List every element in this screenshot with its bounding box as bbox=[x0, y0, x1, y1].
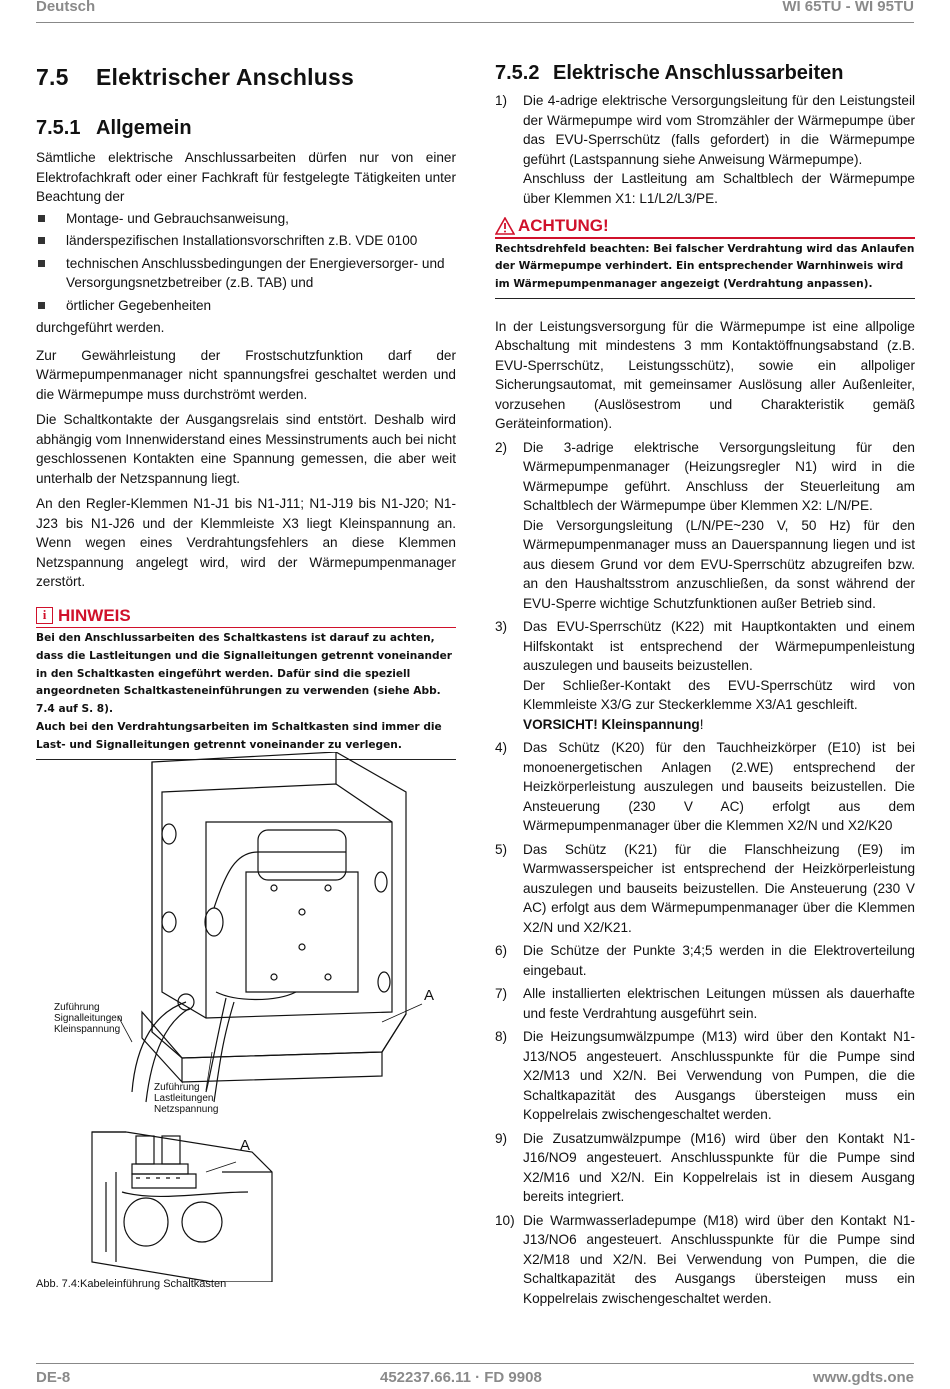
list-item-8: 8) Die Heizungsumwälzpumpe (M13) wird über den Kontakt N1-J13/NO5 angesteuert. Anschlusspunkte für die Pumpe sind X2/M13 und X2/N. Bei Verwendung von Pumpen, die die Schaltkapazität des Ausgangs übersteigen muss ein Koppelrelais zwischengeschaltet werden. bbox=[495, 1029, 915, 1123]
list-item: länderspezifischen Installationsvorschriften z.B. VDE 0100 bbox=[36, 231, 456, 251]
label-load-lines: Zuführung Lastleitungen Netzspannung bbox=[154, 1082, 219, 1115]
header-model: WI 65TU - WI 95TU bbox=[782, 0, 914, 15]
steps-list-part1 bbox=[495, 91, 915, 208]
right-column bbox=[495, 52, 915, 1312]
relay-paragraph: Die Schaltkontakte der Ausgangsrelais sind entstört. Deshalb wird abhängig vom Innenwiderstand eines Messinstruments auch bei nicht geschlossenen Kontakten eine Spannung gemessen, die aber weit unterhalb der Netzspannung liegt. bbox=[36, 412, 456, 486]
subsection-heading-allgemein bbox=[36, 117, 456, 140]
intro-paragraph: Sämtliche elektrische Anschlussarbeiten dürfen nur von einer Elektrofachkraft oder einer Fachkraft für festgelegte Tätigkeiten unter Beachtung der bbox=[36, 150, 456, 204]
document-number: 452237.66.11 · FD 9908 bbox=[380, 1369, 542, 1386]
hinweis-heading bbox=[36, 606, 456, 626]
hinweis-title: HINWEIS bbox=[58, 605, 131, 625]
list-item-10: 10) Die Warmwasserladepumpe (M18) wird über den Kontakt N1-J13/NO6 angesteuert. Anschlusspunkte für die Pumpe sind X2/M18 und X2/N. Bei Verwendung von Pumpen, die die Schaltkapazität des Ausgangs übersteigen muss ein Koppelrelais zwischengeschaltet werden. bbox=[495, 1212, 915, 1306]
list-item: örtlicher Gegebenheiten bbox=[36, 296, 456, 316]
list-item-9: 9) Die Zusatzumwälzpumpe (M16) wird über den Kontakt N1-J16/NO9 angesteuert. Anschlusspunkte für die Pumpe sind X2/M16 und X2/N. Ein Koppelrelais ist in diesem Ausgang bereits integriert. bbox=[495, 1130, 915, 1205]
list-item-4: 4) Das Schütz (K20) für den Tauchheizkörper (E10) ist bei monoenergetischen Anlagen (2.WE) entsprechend der Heizkörperleistung auszulegen und bauseits beizustellen. Die Ansteuerung (230 V AC) erfolgt aus dem Wärmepumpenmanager über die Klemmen X2/N und X2/K20 bbox=[495, 740, 915, 834]
square-bullet-icon bbox=[38, 237, 45, 244]
info-icon: i bbox=[36, 607, 53, 624]
label-a-top: A bbox=[424, 987, 435, 1004]
header-language: Deutsch bbox=[36, 0, 96, 15]
list-item: Montage- und Gebrauchsanweisung, bbox=[36, 209, 456, 229]
square-bullet-icon bbox=[38, 260, 45, 267]
hinweis-rule bbox=[36, 627, 456, 629]
figure-cable-entry bbox=[36, 752, 456, 1282]
page-number: DE-8 bbox=[36, 1369, 71, 1386]
footer-divider bbox=[36, 1363, 914, 1364]
left-column bbox=[36, 52, 456, 760]
hinweis-text-1: Bei den Anschlussarbeiten des Schaltkastens ist darauf zu achten, dass die Lastleitungen und die Signalleitungen getrennt voneinander in den Schaltkasten eingeführt werden. Dafür sind die speziell angeordneten Schaltkasteneinführungen zu verwenden (siehe Abb. 7.4 auf S. 8). bbox=[36, 632, 453, 716]
achtung-heading bbox=[495, 216, 915, 236]
list-item-3: 3) Das EVU-Sperrschütz (K22) mit Hauptkontakten und einem Hilfskontakt ist entsprechend der Wärmepumpenleistung auszulegen und bauseits beizustellen. Der Schließer-Kontakt des EVU-Sperrschütz wird von Klemmleiste X3/G zur Steckerklemme X3/A1 geschleift. VORSICHT! Kleinspannung! bbox=[495, 619, 915, 732]
hinweis-text-2: Auch bei den Verdrahtungsarbeiten im Schaltkasten sind immer die Last- und Signalleitungen getrennt voneinander zu verlegen. bbox=[36, 720, 442, 751]
list-item-1: 1) Die 4-adrige elektrische Versorgungsleitung für den Leistungsteil der Wärmepumpe wird vom Stromzähler der Wärmepumpe über das EVU-Sperrschütz (falls gefordert) in die Wärmepumpe geführt (Lastspannung siehe Anweisung Wärmepumpe). Anschluss der Lastleitung am Schaltblech der Wärmepumpe über Klemmen X1: L1/L2/L3/PE. bbox=[495, 93, 915, 206]
subsection-heading-anschlussarbeiten bbox=[495, 62, 915, 85]
square-bullet-icon bbox=[38, 215, 45, 222]
achtung-bottom-rule bbox=[495, 298, 915, 299]
section-number: 7.5 bbox=[36, 64, 69, 90]
label-signal-lines: Zuführung Signalleitungen Kleinspannung bbox=[54, 1002, 123, 1035]
list-item: technischen Anschlussbedingungen der Energieversorger- und Versorgungsnetzbetreiber (z.B. TAB) und bbox=[36, 254, 456, 293]
section-title: Elektrischer Anschluss bbox=[96, 64, 354, 90]
subsection-title: Elektrische Anschlussarbeiten bbox=[553, 62, 844, 84]
list-item-6: 6) Die Schütze der Punkte 3;4;5 werden in die Elektroverteilung eingebaut. bbox=[495, 943, 915, 978]
section-heading bbox=[36, 64, 456, 91]
supply-paragraph: In der Leistungsversorgung für die Wärmepumpe ist eine allpolige Abschaltung mit mindestens 3 mm Kontaktöffnungsabstand (z.B. EVU-Sperrschütz, Leistungsschütz), sowie ein allpoliger Sicherungsautomat, mit gemeinsamer Auslösung aller Außenleiter, vorzusehen (Auslösestrom und Charakteristik gemäß Geräteinformation). bbox=[495, 318, 915, 432]
figure-caption: Abb. 7.4:Kabeleinführung Schaltkasten bbox=[36, 1278, 227, 1290]
achtung-text: Rechtsdrehfeld beachten: Bei falscher Verdrahtung wird das Anlaufen der Wärmepumpe verhindert. Ein entsprechender Warnhinweis wird im Wärmepumpenmanager angezeigt (Verdrahtung anpassen). bbox=[495, 242, 915, 291]
header-divider bbox=[36, 22, 914, 23]
warning-triangle-icon bbox=[495, 217, 515, 235]
after-list-text: durchgeführt werden. bbox=[36, 320, 165, 335]
achtung-rule bbox=[495, 237, 915, 239]
subsection-number: 7.5.1 bbox=[36, 117, 81, 139]
steps-list-part2 bbox=[495, 438, 915, 1309]
achtung-title: ACHTUNG! bbox=[518, 216, 609, 235]
page-header bbox=[0, 0, 950, 20]
frost-protection-paragraph: Zur Gewährleistung der Frostschutzfunktion darf der Wärmepumpenmanager nicht spannungsfrei geschaltet werden und die Wärmepumpe muss durchströmt werden. bbox=[36, 347, 456, 402]
subsection-number: 7.5.2 bbox=[495, 62, 540, 84]
list-item-2: 2) Die 3-adrige elektrische Versorgungsleitung für den Wärmepumpenmanager (Heizungsregler N1) wird in die Wärmepumpe geführt. Anschluss der Steuerleitung am Schaltblech der Wärmepumpe über Klemmen X2: L/N/PE. Die Versorgungsleitung (L/N/PE~230 V, 50 Hz) für den Wärmepumpenmanager muss an Dauerspannung liegen und ist aus diesem Grund vor dem EVU-Sperrschütz abzugreifen bzw. an den Haushaltsstrom anzuschließen, da sonst während der EVU-Sperre wichtige Schutzfunktionen außer Betrieb sind. bbox=[495, 439, 915, 611]
terminal-paragraph: An den Regler-Klemmen N1-J1 bis N1-J11; N1-J19 bis N1-J20; N1-J23 bis N1-J26 und der Klemmleiste X3 liegt Kleinspannung an. Wenn wegen eines Verdrahtungsfehlers an diese Klemmen Netzspannung angelegt wird, wird der Wärmepumpenmanager zerstört. bbox=[36, 496, 456, 589]
requirements-list bbox=[36, 209, 456, 316]
subsection-title: Allgemein bbox=[96, 117, 192, 139]
list-item-7: 7) Alle installierten elektrischen Leitungen müssen als dauerhafte und feste Verdrahtung ausgeführt sein. bbox=[495, 986, 915, 1021]
list-item-5: 5) Das Schütz (K21) für die Flanschheizung (E9) im Warmwasserspeicher ist entsprechend der Heizkörperleistung auszulegen und bauseits beizustellen. Die Ansteuerung (230 V AC) erfolgt aus dem Wärmepumpenmanager über die Klemmen X2/N und X2/K21. bbox=[495, 841, 915, 935]
square-bullet-icon bbox=[38, 302, 45, 309]
footer-website: www.gdts.one bbox=[812, 1369, 914, 1386]
label-a-detail: A bbox=[240, 1137, 251, 1154]
